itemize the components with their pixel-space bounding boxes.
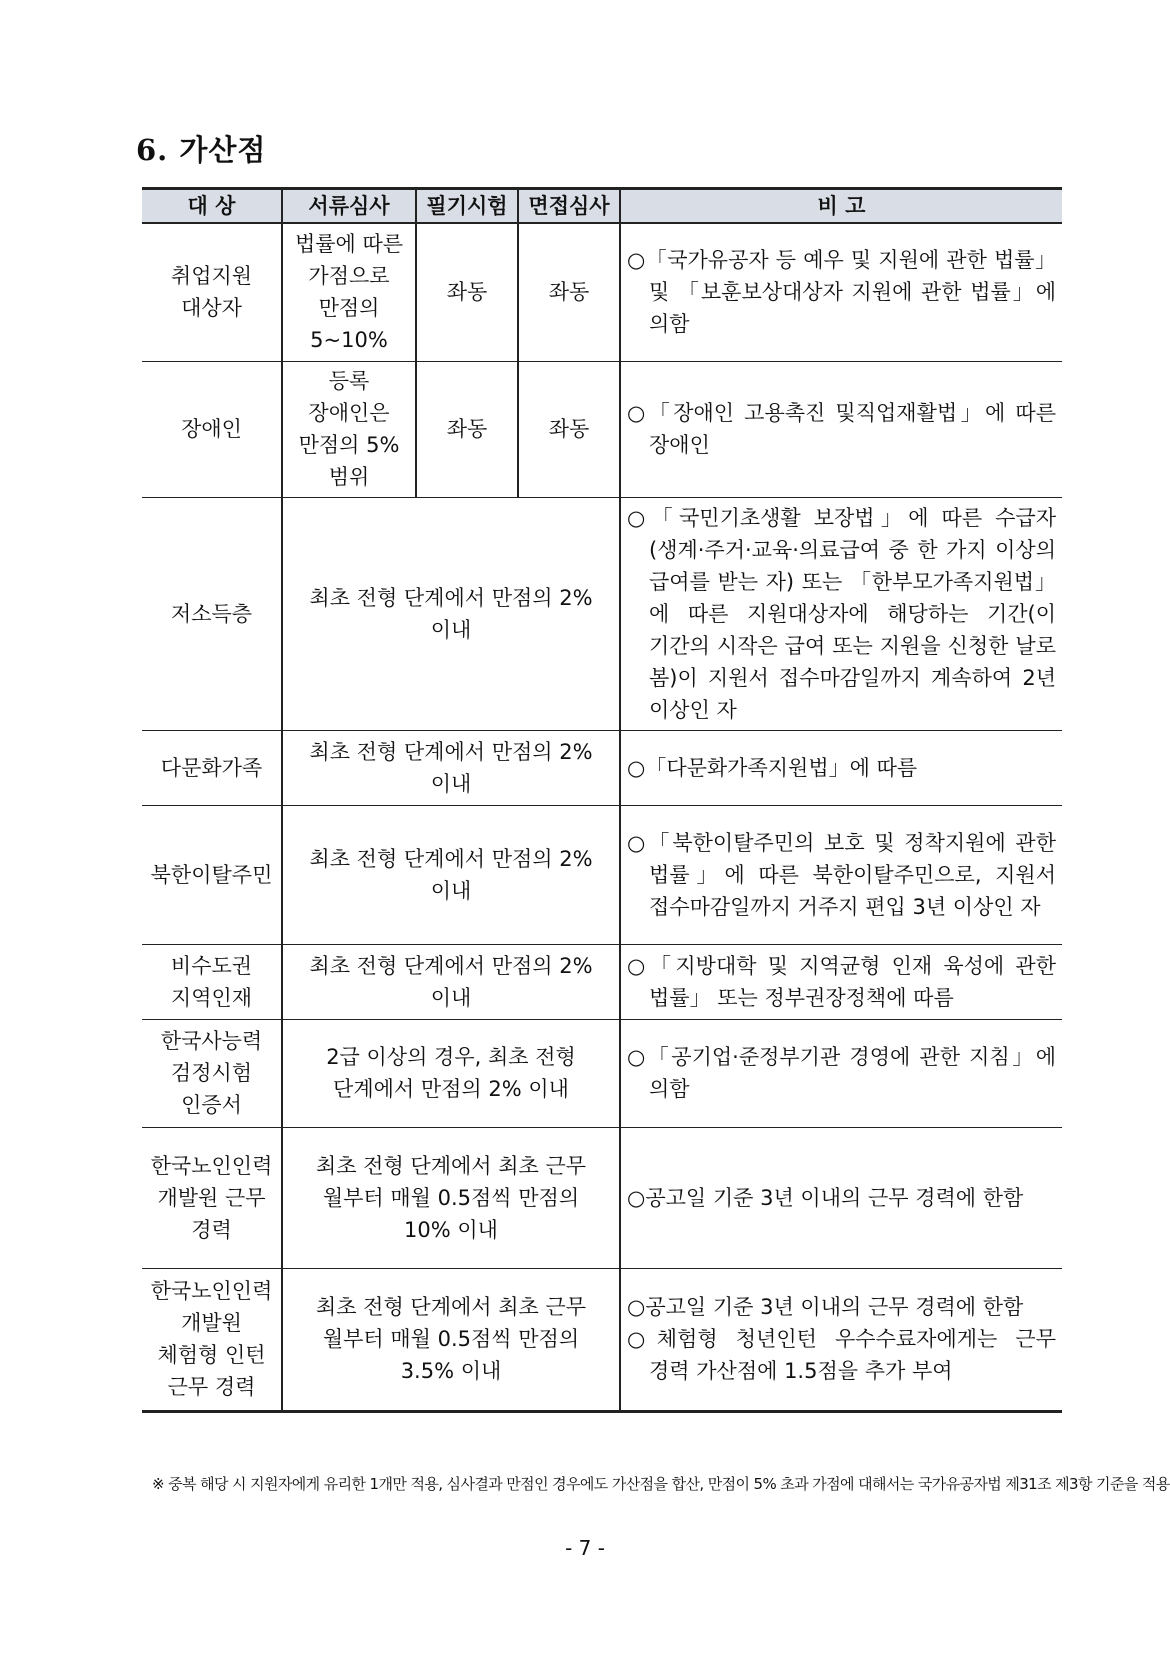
note-item: ○체험형 청년인턴 우수수료자에게는 근무 경력 가산점에 1.5점을 추가 부여 xyxy=(627,1327,1056,1383)
table-row xyxy=(142,730,1062,805)
merged-criteria-text: 2급 이상의 경우, 최초 전형 단계에서 만점의 2% 이내 xyxy=(326,1045,576,1101)
notes-cell xyxy=(620,805,1062,944)
written-cell: 좌동 xyxy=(416,361,518,497)
merged-criteria-cell xyxy=(282,805,620,944)
merged-criteria-cell xyxy=(282,944,620,1019)
target-text: 취업지원 대상자 xyxy=(170,264,253,321)
target-text: 비수도권 지역인재 xyxy=(170,953,253,1010)
document-text: 법률에 따른 가점으로 만점의 5~10% xyxy=(294,232,404,353)
note-item: ○「지방대학 및 지역균형 인재 육성에 관한 법률」 또는 정부권장정책에 따름 xyxy=(627,953,1056,1010)
notes-cell xyxy=(620,1019,1062,1127)
document-cell xyxy=(282,223,416,361)
merged-criteria-text: 최초 전형 단계에서 만점의 2% 이내 xyxy=(309,953,593,1010)
notes-cell xyxy=(620,1268,1062,1411)
table-row xyxy=(142,944,1062,1019)
target-cell xyxy=(142,1019,282,1127)
header-target: 대 상 xyxy=(142,189,282,224)
merged-criteria-cell xyxy=(282,497,620,730)
table-row xyxy=(142,223,1062,361)
note-item: ○「북한이탈주민의 보호 및 정착지원에 관한 법률」에 따른 북한이탈주민으로, 지원서 접수마감일까지 거주지 편입 3년 이상인 자 xyxy=(627,830,1056,919)
target-text: 북한이탈주민 xyxy=(150,862,273,887)
merged-criteria-text: 최초 전형 단계에서 최초 근무 월부터 매월 0.5점씩 만점의 10% 이내 xyxy=(315,1153,587,1242)
note-item: ○공고일 기준 3년 이내의 근무 경력에 한함 xyxy=(627,1295,1024,1319)
table-row xyxy=(142,361,1062,497)
notes-cell xyxy=(620,497,1062,730)
interview-cell: 좌동 xyxy=(518,361,620,497)
bonus-points-table xyxy=(142,187,1062,1413)
header-notes: 비 고 xyxy=(620,189,1062,224)
target-cell xyxy=(142,223,282,361)
notes-cell xyxy=(620,944,1062,1019)
table-row xyxy=(142,805,1062,944)
notes-cell xyxy=(620,1127,1062,1268)
document-cell xyxy=(282,361,416,497)
note-item: ○「국가유공자 등 예우 및 지원에 관한 법률」 및 「보훈보상대상자 지원에 관한 법률」에 의함 xyxy=(627,248,1056,337)
target-text: 저소득층 xyxy=(170,601,253,626)
document-text: 등록 장애인은 만점의 5% 범위 xyxy=(298,369,400,489)
target-cell xyxy=(142,1268,282,1411)
table-row xyxy=(142,1268,1062,1411)
table-row xyxy=(142,1019,1062,1127)
merged-criteria-text: 최초 전형 단계에서 최초 근무 월부터 매월 0.5점씩 만점의 3.5% 이내 xyxy=(315,1295,587,1383)
interview-cell: 좌동 xyxy=(518,223,620,361)
table-row xyxy=(142,1127,1062,1268)
table-header-row xyxy=(142,189,1062,224)
target-text: 한국사능력 검정시험 인증서 xyxy=(160,1029,263,1117)
merged-criteria-cell xyxy=(282,1268,620,1411)
target-text: 한국노인인력 개발원 체험형 인턴 근무 경력 xyxy=(150,1279,273,1399)
target-cell xyxy=(142,361,282,497)
note-item: ○「국민기초생활 보장법」에 따른 수급자 (생계·주거·교육·의료급여 중 한 가지 이상의 급여를 받는 자) 또는 「한부모가족지원법」에 따른 지원대상자에 해당하는 기간(이 기간의 시작은 급여 또는 지원을 신청한 날로 봄)이 지원서 접수마감일까지 계속하여 2년 이상인 자 xyxy=(627,505,1056,722)
merged-criteria-text: 최초 전형 단계에서 만점의 2% 이내 xyxy=(309,585,593,642)
target-cell xyxy=(142,1127,282,1268)
merged-criteria-cell xyxy=(282,1127,620,1268)
header-written: 필기시험 xyxy=(416,189,518,224)
merged-criteria-cell xyxy=(282,730,620,805)
note-item: ○공고일 기준 3년 이내의 근무 경력에 한함 xyxy=(627,1185,1024,1210)
target-text: 한국노인인력 개발원 근무 경력 xyxy=(150,1153,273,1242)
header-interview: 면접심사 xyxy=(518,189,620,224)
notes-cell xyxy=(620,730,1062,805)
notes-cell xyxy=(620,361,1062,497)
target-cell xyxy=(142,944,282,1019)
note-item: ○「공기업·준정부기관 경영에 관한 지침」에 의함 xyxy=(627,1045,1056,1101)
note-item: ○「장애인 고용촉진 및직업재활법」에 따른 장애인 xyxy=(627,401,1056,457)
section-title: 6. 가산점 xyxy=(136,133,267,167)
merged-criteria-text: 최초 전형 단계에서 만점의 2% 이내 xyxy=(309,846,593,903)
notes-cell xyxy=(620,223,1062,361)
target-text: 다문화가족 xyxy=(160,755,263,780)
table-row xyxy=(142,497,1062,730)
target-cell xyxy=(142,497,282,730)
target-cell xyxy=(142,805,282,944)
page-number: - 7 - xyxy=(565,1536,605,1560)
merged-criteria-text: 최초 전형 단계에서 만점의 2% 이내 xyxy=(309,739,593,796)
merged-criteria-cell xyxy=(282,1019,620,1127)
target-cell xyxy=(142,730,282,805)
footnote: ※ 중복 해당 시 지원자에게 유리한 1개만 적용, 심사결과 만점인 경우에도 가산점을 합산, 만점이 5% 초과 가점에 대해서는 국가유공자법 제31조 제3항 기준을 적용 xyxy=(152,1475,1170,1493)
target-text: 장애인 xyxy=(181,417,242,441)
header-document: 서류심사 xyxy=(282,189,416,224)
note-item: ○「다문화가족지원법」에 따름 xyxy=(627,755,918,780)
written-cell: 좌동 xyxy=(416,223,518,361)
